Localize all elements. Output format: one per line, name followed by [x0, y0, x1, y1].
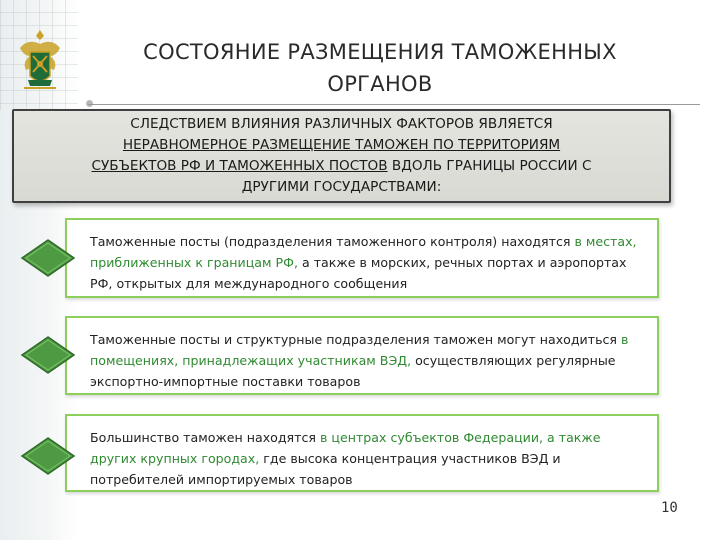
item-text-rest: а также в морских, речных портах и аэропортах РФ, открытых для международного сообщения — [90, 255, 627, 291]
summary-banner-text — [85, 114, 597, 198]
title-divider — [88, 104, 700, 105]
summary-banner — [12, 109, 671, 203]
item-text-rest: где высока концентрация участников ВЭД и потребителей импортируемых товаров — [90, 451, 561, 487]
customs-emblem-icon — [14, 26, 66, 98]
page-title-line2: ОРГАНОВ — [327, 72, 433, 96]
item-text: Таможенные посты (подразделения таможенного контроля) находятся — [90, 234, 575, 249]
list-item — [65, 414, 659, 492]
item-highlight: в центрах субъектов Федерации, а также других крупных городах, — [90, 430, 601, 466]
green-diamond-bullet-icon — [20, 436, 76, 476]
list-item — [65, 218, 659, 298]
item-text: Таможенные посты и структурные подразделения таможен могут находиться — [90, 332, 622, 347]
banner-line3-rest: ВДОЛЬ ГРАНИЦЫ РОССИИ С — [387, 158, 592, 174]
item-text: Большинство таможен находятся — [90, 430, 320, 445]
item-text-rest: осуществляющих регулярные экспортно-импортные поставки товаров — [90, 353, 616, 389]
banner-line4: ДРУГИМИ ГОСУДАРСТВАМИ: — [241, 179, 442, 195]
page-number: 10 — [661, 500, 678, 516]
item-highlight: в местах, приближенных к границам РФ, — [90, 234, 637, 270]
banner-line2: НЕРАВНОМЕРНОЕ РАЗМЕЩЕНИЕ ТАМОЖЕН ПО ТЕРРИТОРИЯМ — [122, 137, 561, 153]
page-title-line1: СОСТОЯНИЕ РАЗМЕЩЕНИЯ ТАМОЖЕННЫХ — [143, 40, 617, 64]
green-diamond-bullet-icon — [20, 238, 76, 278]
green-diamond-bullet-icon — [20, 335, 76, 375]
banner-line3-underlined: СУБЪЕКТОВ РФ И ТАМОЖЕННЫХ ПОСТОВ — [91, 158, 388, 174]
banner-line1: СЛЕДСТВИЕМ ВЛИЯНИЯ РАЗЛИЧНЫХ ФАКТОРОВ ЯВЛЯЕТСЯ — [130, 116, 553, 132]
item-highlight: в помещениях, принадлежащих участникам ВЭД, — [90, 332, 629, 368]
page-title — [100, 36, 660, 100]
list-item — [65, 316, 659, 395]
